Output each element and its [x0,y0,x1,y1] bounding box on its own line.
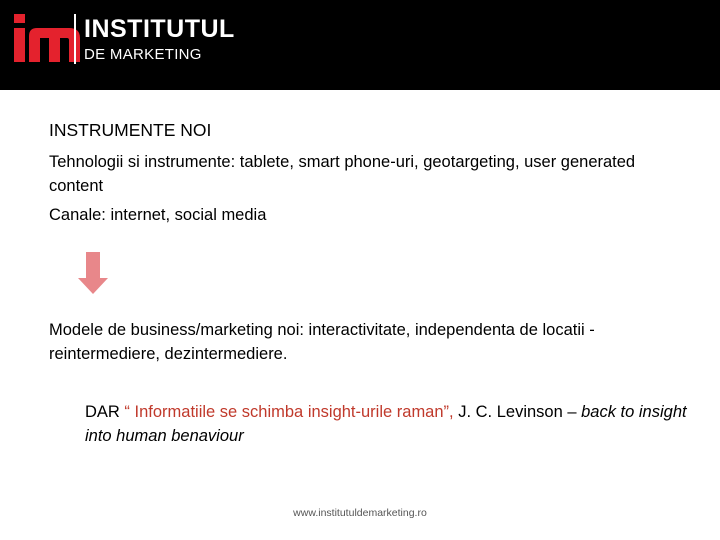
channels-label: Canale [49,206,102,224]
slide-title: INSTRUMENTE NOI [49,120,212,140]
logo-m-shape [29,28,80,62]
header-bar [0,0,720,90]
paragraph-channels [49,203,669,227]
logo-text-de-marketing: DE MARKETING [84,46,202,63]
technologies-label: Tehnologii si instrumente [49,153,231,171]
down-arrow-icon [78,252,108,294]
logo-mark [14,14,74,62]
quote-italic: back to insight into human benaviour [85,403,687,445]
logo-divider [74,14,76,64]
logo-i-dot [14,14,25,23]
quote-prefix: DAR [85,403,125,421]
channels-text: : internet, social media [101,206,267,224]
logo-text-institutul: INSTITUTUL [84,15,235,43]
paragraph-business-models: Modele de business/marketing noi: interactivitate, independenta de locatii - reintermediere, dezintermediere. [49,321,595,363]
quote-text: “ Informatiile se schimba insight-urile raman”, [124,403,454,421]
logo-i-stem [14,28,25,62]
technologies-text: : tablete, smart phone-uri, geotargeting, user generated content [49,153,636,195]
footer-url: www.institutuldemarketing.ro [293,507,427,519]
quote-author: J. C. Levinson – [453,403,582,421]
quote-block [85,400,695,448]
paragraph-technologies [49,150,669,198]
